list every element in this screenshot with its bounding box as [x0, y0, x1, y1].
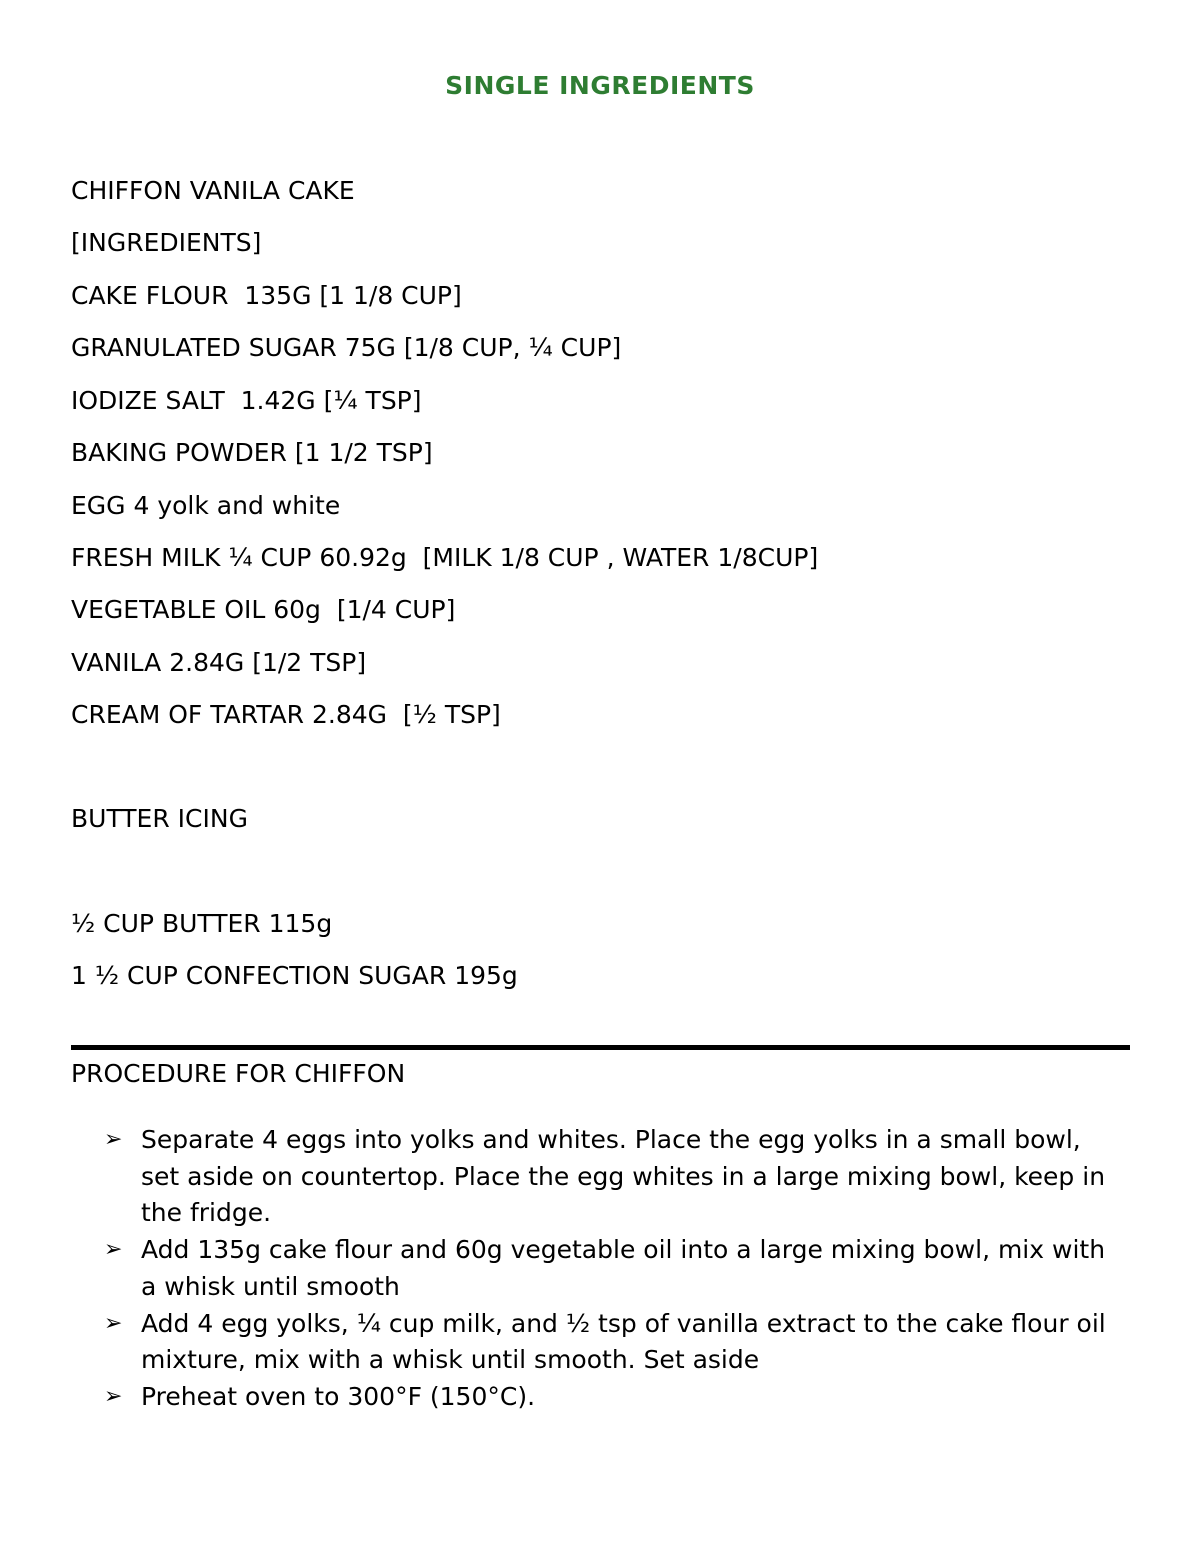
ingredient-line: EGG 4 yolk and white: [71, 491, 341, 520]
page-title: SINGLE INGREDIENTS: [445, 71, 755, 100]
procedure-step: [104, 1379, 1114, 1416]
ingredient-line: VEGETABLE OIL 60g [1/4 CUP]: [71, 595, 456, 624]
procedure-step: [104, 1306, 1114, 1379]
arrowhead-bullet-icon: ➢: [104, 1310, 123, 1336]
icing-item: 1 ½ CUP CONFECTION SUGAR 195g: [71, 961, 518, 990]
ingredient-line: BAKING POWDER [1 1/2 TSP]: [71, 438, 433, 467]
procedure-heading: PROCEDURE FOR CHIFFON: [71, 1059, 406, 1088]
ingredient-line: CAKE FLOUR 135G [1 1/8 CUP]: [71, 281, 462, 310]
ingredients-heading: [INGREDIENTS]: [71, 228, 262, 257]
arrowhead-bullet-icon: ➢: [104, 1127, 123, 1152]
cake-name: CHIFFON VANILA CAKE: [71, 176, 355, 205]
procedure-steps: [104, 1122, 1114, 1416]
ingredient-line: CREAM OF TARTAR 2.84G [½ TSP]: [71, 700, 501, 729]
ingredient-line: GRANULATED SUGAR 75G [1/8 CUP, ¼ CUP]: [71, 333, 622, 362]
section-divider: [71, 1045, 1130, 1050]
ingredient-line: VANILA 2.84G [1/2 TSP]: [71, 648, 367, 677]
procedure-step-text: Add 4 egg yolks, ¼ cup milk, and ½ tsp of vanilla extract to the cake flour oil mixture, mix with a whisk until smooth. Set aside: [141, 1308, 1106, 1375]
procedure-step-text: Separate 4 eggs into yolks and whites. Place the egg yolks in a small bowl, set aside on countertop. Place the egg whites in a large mixing bowl, keep in the fridge.: [141, 1125, 1106, 1228]
ingredient-line: IODIZE SALT 1.42G [¼ TSP]: [71, 386, 422, 415]
procedure-step-text: Preheat oven to 300°F (150°C).: [141, 1381, 536, 1411]
procedure-step: [104, 1232, 1114, 1305]
ingredient-line: FRESH MILK ¼ CUP 60.92g [MILK 1/8 CUP , WATER 1/8CUP]: [71, 543, 819, 572]
icing-heading: BUTTER ICING: [71, 804, 248, 833]
procedure-step: [104, 1122, 1114, 1232]
icing-item: ½ CUP BUTTER 115g: [71, 909, 333, 938]
procedure-step-text: Add 135g cake flour and 60g vegetable oil into a large mixing bowl, mix with a whisk until smooth: [141, 1235, 1106, 1301]
arrowhead-bullet-icon: ➢: [104, 1383, 123, 1409]
arrowhead-bullet-icon: ➢: [104, 1237, 123, 1263]
